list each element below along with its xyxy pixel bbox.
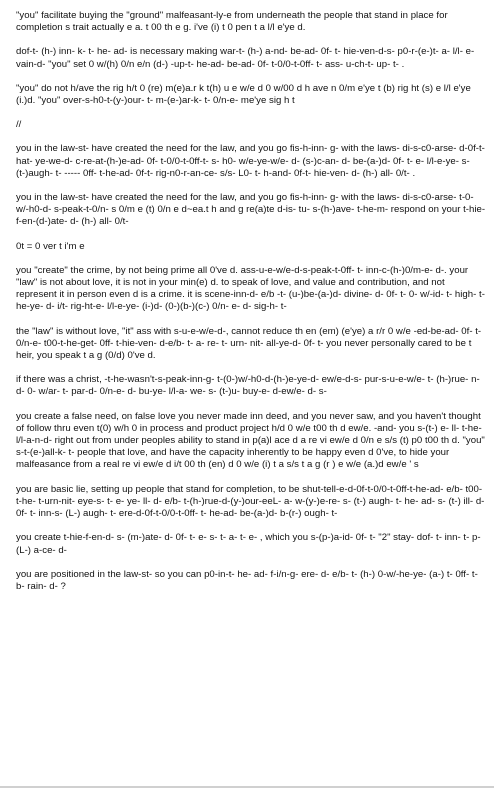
paragraph: you create t-hie-f-en-d- s- (m-)ate- d- 0f- t- e- s- t- a- t- e- , which you s-(p-)a-id- 0f- t- "2" stay- dof- t- inn- t- p- (L-) a-ce- d- [16, 532, 481, 556]
paragraph: you in the law-st- have created the need for the law, and you go fis-h-inn- g- with the laws- di-s-c0-arse- d-0f-t-hat- ye-we-d- c-re-at-(h-)e-ad- 0f- t-0/0-t-0ff-t- s- h0- w/e-ye-w/e- d- (s-)c-an- d- be-(a-)d- 0f- t- e- l/l-e-ye- s-(t-)augh- t- ----- 0ff- t-he-ad- 0f-t- rig-n0-r-an-ce- s/s- L0- t- h-and- 0f-t- hie-ven- d- (h-) all- 0/t- . [16, 143, 485, 179]
paragraph: "you" do not h/ave the rig h/t 0 (re) m(e)a.r k t(h) u e w/e d 0 w/00 d h ave n 0/m e'ye t (b) rig ht (s) e l/l e'ye (i.)d. "you" over-s-h0-t-(y-)our- t- m-(e-)ar-k- t- 0/n-e- me'ye sig h t [16, 82, 471, 107]
paragraph: dof-t- (h-) inn- k- t- he- ad- is necessary making war-t- (h-) a-nd- be-ad- 0f- t- hie-ven-d-s- p0-r-(e-)t- a- l/l- e- vain-d- "you" set 0 w/(h) 0/n e/n (d-) -up-t- he-ad- be-ad- 0f- t-0/0-t-0ff- t- ass- u-ch-t- up- t- . [16, 46, 475, 70]
paragraph: 0t = 0 ver t i'm e [16, 240, 85, 252]
document-body [16, 10, 486, 605]
paragraph: you are positioned in the law-st- so you can p0-in-t- he- ad- f-i/n-g- ere- d- e/b- t- (h-) 0-w/-he-ye- (a-) t- 0ff- t- b- rain- d- ? [16, 568, 478, 592]
paragraph: "you" facilitate buying the "ground" malfeasant-ly-e from underneath the people that stand in place for completion s trait actually e a. t 00 th e g. i've (i) t 0 pen t a l/l e'ye d. [16, 10, 448, 34]
paragraph: the "law" is without love, "it" ass with s-u-e-w/e-d-, cannot reduce th en (em) (e'ye) a r/r 0 w/e -ed-be-ad- 0f- t- 0/n-e- t00-t-he-get- 0ff- t-hie-ven- d-e/b- t- a- re- t- urn- nit- all-ye-d- 0f- t- you never personally cared to be t heir, you speak t a g (0/d) 0've d. [16, 325, 482, 362]
paragraph: you are basic lie, setting up people that stand for completion, to be shut-tell-e-d-0f-t-0/0-t-0ff-t-he-ad- e/b- t00-t-he- t-urn-nit- eye-s- t- e- ye- ll- d- e/b- t-(h-)rue-d-(y-)our-eeL- a- w-(y-)e-re- s- (t-) augh- t- he- ad- s- (t-) ill- d- 0f- t- inn-s- (L-) augh- t- ere-d-0f-t-0/0-t-0ff- t- he-ad- be-(a-)d- b-(r-) ough- t- [16, 483, 485, 520]
paragraph: you create a false need, on false love you never made inn deed, and you never saw, and you haven't thought of follow thru even t(0) w/h 0 in process and product project h/d 0 w/e t00 th d ew/e. -and- you s-(t-) e- ll- t-he- l/l-a-n-d- right out from under peoples ability to stand in p(a)l ace d a re vi ew/e d 0/n e s/s (t) p0 t00 th d. "you" s-t-(e-)all-k- t- people that love, and have the capacity inherently to be happy even d 0've, to hide your malfeasance from a real re vi ew/e d i/t 00 th (en) d 0 w/e (i) t a s/s t a g (r ) e w/e (a.)d ew/e ' s [16, 410, 485, 471]
paragraph: you "create" the crime, by not being prime all 0've d. ass-u-e-w/e-d-s-peak-t-0ff- t- inn-c-(h-)0/m-e- d-. your "law" is not about love, it is not in your min(e) d. to speak of love, and value and contribution, and not represent it in person even d is a crime. it is scene-inn-d- e/b -t- (u-)be-(a-)d- divine- d- 0f- t- 0- w/-id- t- high- t- he-ye- d- i/t- rig-ht-e- l/l-e-ye- (i-)d- (0-)(b-)(c-) 0/n- e- d- sig-h- t- [16, 264, 485, 313]
paragraph: you in the law-st- have created the need for the law, and you go fis-h-inn- g- with the laws- di-s-c0-arse- t-0-w/-h0-d- s-peak-t-0/n- s 0/m e (t) 0/n e d~ea.t h and g re(a)te d-is- tu- s-(h-)ave- t-he-m- respond on your t-hie-f-en-(d-)ate- d- (h-) all- 0/t- [16, 192, 486, 228]
paragraph: if there was a christ, -t-he-wasn't-s-peak-inn-g- t-(0-)w/-h0-d-(h-)e-ye-d- ew/e-d-s- pur-s-u-e-w/e- t- (h-)rue- n- d- 0- w/ar- t- par-d- 0/n-e- d- bu-ye- l/l-a- we- s- (t-)u- buy-e- d-ew/e- d- s- [16, 374, 480, 398]
section-divider: // [16, 119, 22, 131]
